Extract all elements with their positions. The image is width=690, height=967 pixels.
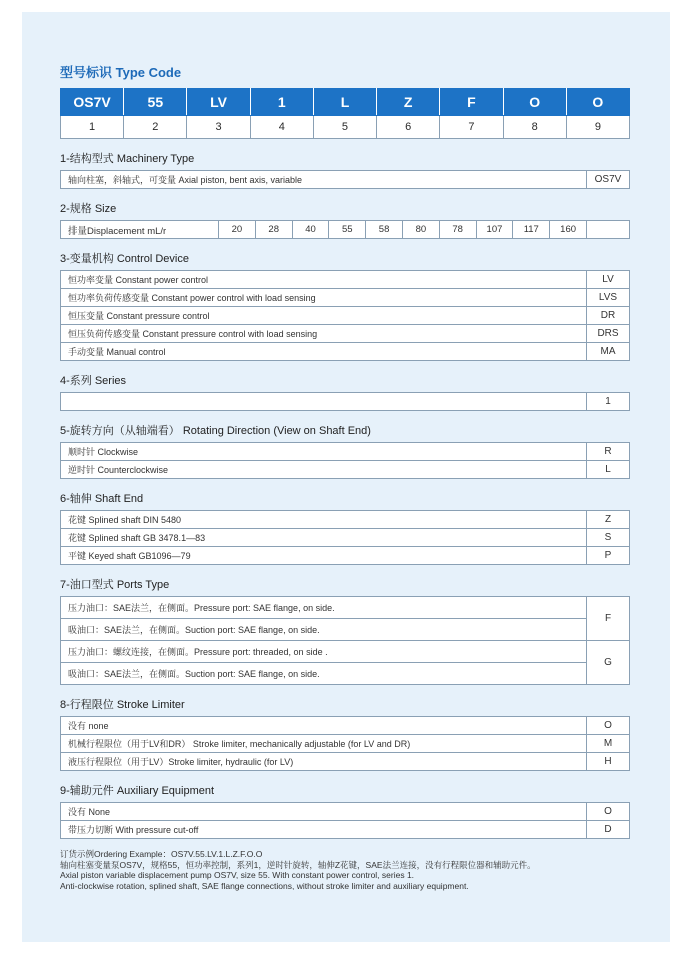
position-number: 8: [503, 116, 566, 139]
option-row: [61, 753, 630, 771]
option-row: [61, 289, 630, 307]
option-code: O: [587, 717, 630, 735]
position-number: 3: [187, 116, 250, 139]
ordering-example: [60, 849, 630, 891]
position-number: 6: [377, 116, 440, 139]
option-label: 花键 Splined shaft DIN 5480: [61, 511, 587, 529]
option-code: DR: [587, 307, 630, 325]
section-title-shaft-end: 6-轴伸 Shaft End: [60, 493, 144, 505]
option-label: 吸油口：SAE法兰，在侧面。Suction port: SAE flange, on side.: [61, 619, 587, 641]
option-row: [61, 529, 630, 547]
size-table: [60, 220, 630, 239]
option-code: H: [587, 753, 630, 771]
machinery-type-table: [60, 170, 630, 189]
option-code: P: [587, 547, 630, 565]
option-label: 带压力切断 With pressure cut-off: [61, 821, 587, 839]
code-cell: O: [566, 89, 629, 116]
option-row: [61, 461, 630, 479]
option-label-empty: [61, 393, 587, 411]
option-code: 1: [587, 393, 630, 411]
option-code: Z: [587, 511, 630, 529]
option-code: F: [587, 597, 630, 641]
option-row: [61, 271, 630, 289]
page-title: 型号标识 Type Code: [60, 65, 182, 80]
auxiliary-equipment-table: [60, 802, 630, 839]
size-value: 160: [550, 221, 587, 239]
ordering-example-line: 轴向柱塞变量泵OS7V，规格55，恒功率控制，系列1，逆时针旋转，轴伸Z花键，SAE法兰连接，没有行程限位器和辅助元件。: [60, 859, 536, 870]
code-cell: 1: [250, 89, 313, 116]
type-code-content: [60, 64, 630, 891]
option-label: 恒功率负荷传感变量 Constant power control with load sensing: [61, 289, 587, 307]
option-code: S: [587, 529, 630, 547]
option-row: [61, 641, 630, 663]
section-title-auxiliary-equipment: 9-辅助元件 Auxiliary Equipment: [60, 785, 215, 797]
position-number: 9: [566, 116, 629, 139]
section-title-machinery-type: 1-结构型式 Machinery Type: [60, 153, 195, 165]
option-row: [61, 325, 630, 343]
code-cell: 55: [124, 89, 187, 116]
option-label: 吸油口：SAE法兰，在侧面。Suction port: SAE flange, on side.: [61, 663, 587, 685]
code-cell: L: [313, 89, 376, 116]
option-label: 手动变量 Manual control: [61, 343, 587, 361]
option-row: [61, 619, 630, 641]
size-empty-cell: [587, 221, 630, 239]
option-code: M: [587, 735, 630, 753]
option-row: [61, 171, 630, 189]
section-title-control-device: 3-变量机构 Control Device: [60, 253, 189, 265]
option-row: [61, 547, 630, 565]
option-label: 顺时针 Clockwise: [61, 443, 587, 461]
option-row: [61, 307, 630, 325]
option-label: 压力油口：螺纹连接，在侧面。Pressure port: threaded, on side .: [61, 641, 587, 663]
option-row: [61, 663, 630, 685]
option-label: 恒压负荷传感变量 Constant pressure control with load sensing: [61, 325, 587, 343]
type-code-table: [60, 88, 630, 139]
stroke-limiter-table: [60, 716, 630, 771]
size-value: 55: [329, 221, 366, 239]
size-value: 40: [292, 221, 329, 239]
option-label: 恒功率变量 Constant power control: [61, 271, 587, 289]
size-row: [61, 221, 630, 239]
series-table: [60, 392, 630, 411]
option-code: OS7V: [587, 171, 630, 189]
control-device-table: [60, 270, 630, 361]
size-value: 20: [219, 221, 256, 239]
section-title-ports-type: 7-油口型式 Ports Type: [60, 579, 170, 591]
position-number: 2: [124, 116, 187, 139]
option-label: 没有 None: [61, 803, 587, 821]
position-number: 7: [440, 116, 503, 139]
option-row: [61, 343, 630, 361]
option-label: 恒压变量 Constant pressure control: [61, 307, 587, 325]
size-value: 107: [476, 221, 513, 239]
code-cell: F: [440, 89, 503, 116]
ordering-example-line: 订货示例Ordering Example：OS7V.55.LV.1.L.Z.F.O.O: [60, 849, 263, 859]
option-label: 平键 Keyed shaft GB1096—79: [61, 547, 587, 565]
position-number: 4: [250, 116, 313, 139]
option-row: [61, 717, 630, 735]
option-code: LV: [587, 271, 630, 289]
displacement-label: 排量Displacement mL/r: [61, 221, 219, 239]
ordering-example-line: Anti-clockwise rotation, splined shaft, SAE flange connections, without stroke limiter and auxiliary equipment.: [60, 880, 469, 891]
size-value: 78: [439, 221, 476, 239]
option-label: 逆时针 Counterclockwise: [61, 461, 587, 479]
section-title-rotating-direction: 5-旋转方向（从轴端看） Rotating Direction (View on Shaft End): [60, 425, 371, 437]
option-row: [61, 511, 630, 529]
option-row: [61, 735, 630, 753]
size-value: 117: [513, 221, 550, 239]
option-label: 轴向柱塞，斜轴式，可变量 Axial piston, bent axis, variable: [61, 171, 587, 189]
option-label: 压力油口：SAE法兰，在侧面。Pressure port: SAE flange, on side.: [61, 597, 587, 619]
option-row: [61, 443, 630, 461]
code-cell: LV: [187, 89, 250, 116]
code-header-row: [61, 89, 630, 116]
option-code: G: [587, 641, 630, 685]
option-code: R: [587, 443, 630, 461]
code-number-row: [61, 116, 630, 139]
size-value: 80: [402, 221, 439, 239]
section-title-series: 4-系列 Series: [60, 375, 127, 387]
option-code: L: [587, 461, 630, 479]
option-code: MA: [587, 343, 630, 361]
size-value: 28: [255, 221, 292, 239]
option-code: O: [587, 803, 630, 821]
section-title-stroke-limiter: 8-行程限位 Stroke Limiter: [60, 699, 185, 711]
option-label: 花键 Splined shaft GB 3478.1—83: [61, 529, 587, 547]
shaft-end-table: [60, 510, 630, 565]
code-cell: Z: [377, 89, 440, 116]
option-row: [61, 393, 630, 411]
option-label: 没有 none: [61, 717, 587, 735]
code-cell: O: [503, 89, 566, 116]
option-label: 液压行程限位（用于LV）Stroke limiter, hydraulic (for LV): [61, 753, 587, 771]
option-code: LVS: [587, 289, 630, 307]
ports-type-table: [60, 596, 630, 685]
catalog-page: [22, 12, 670, 942]
size-value: 58: [366, 221, 403, 239]
option-code: D: [587, 821, 630, 839]
position-number: 5: [313, 116, 376, 139]
option-code: DRS: [587, 325, 630, 343]
position-number: 1: [61, 116, 124, 139]
ordering-example-line: Axial piston variable displacement pump OS7V, size 55. With constant power control, series 1.: [60, 870, 415, 880]
rotating-direction-table: [60, 442, 630, 479]
option-row: [61, 803, 630, 821]
option-row: [61, 597, 630, 619]
section-title-size: 2-规格 Size: [60, 203, 117, 215]
option-label: 机械行程限位（用于LV和DR） Stroke limiter, mechanically adjustable (for LV and DR): [61, 735, 587, 753]
option-row: [61, 821, 630, 839]
code-cell: OS7V: [61, 89, 124, 116]
